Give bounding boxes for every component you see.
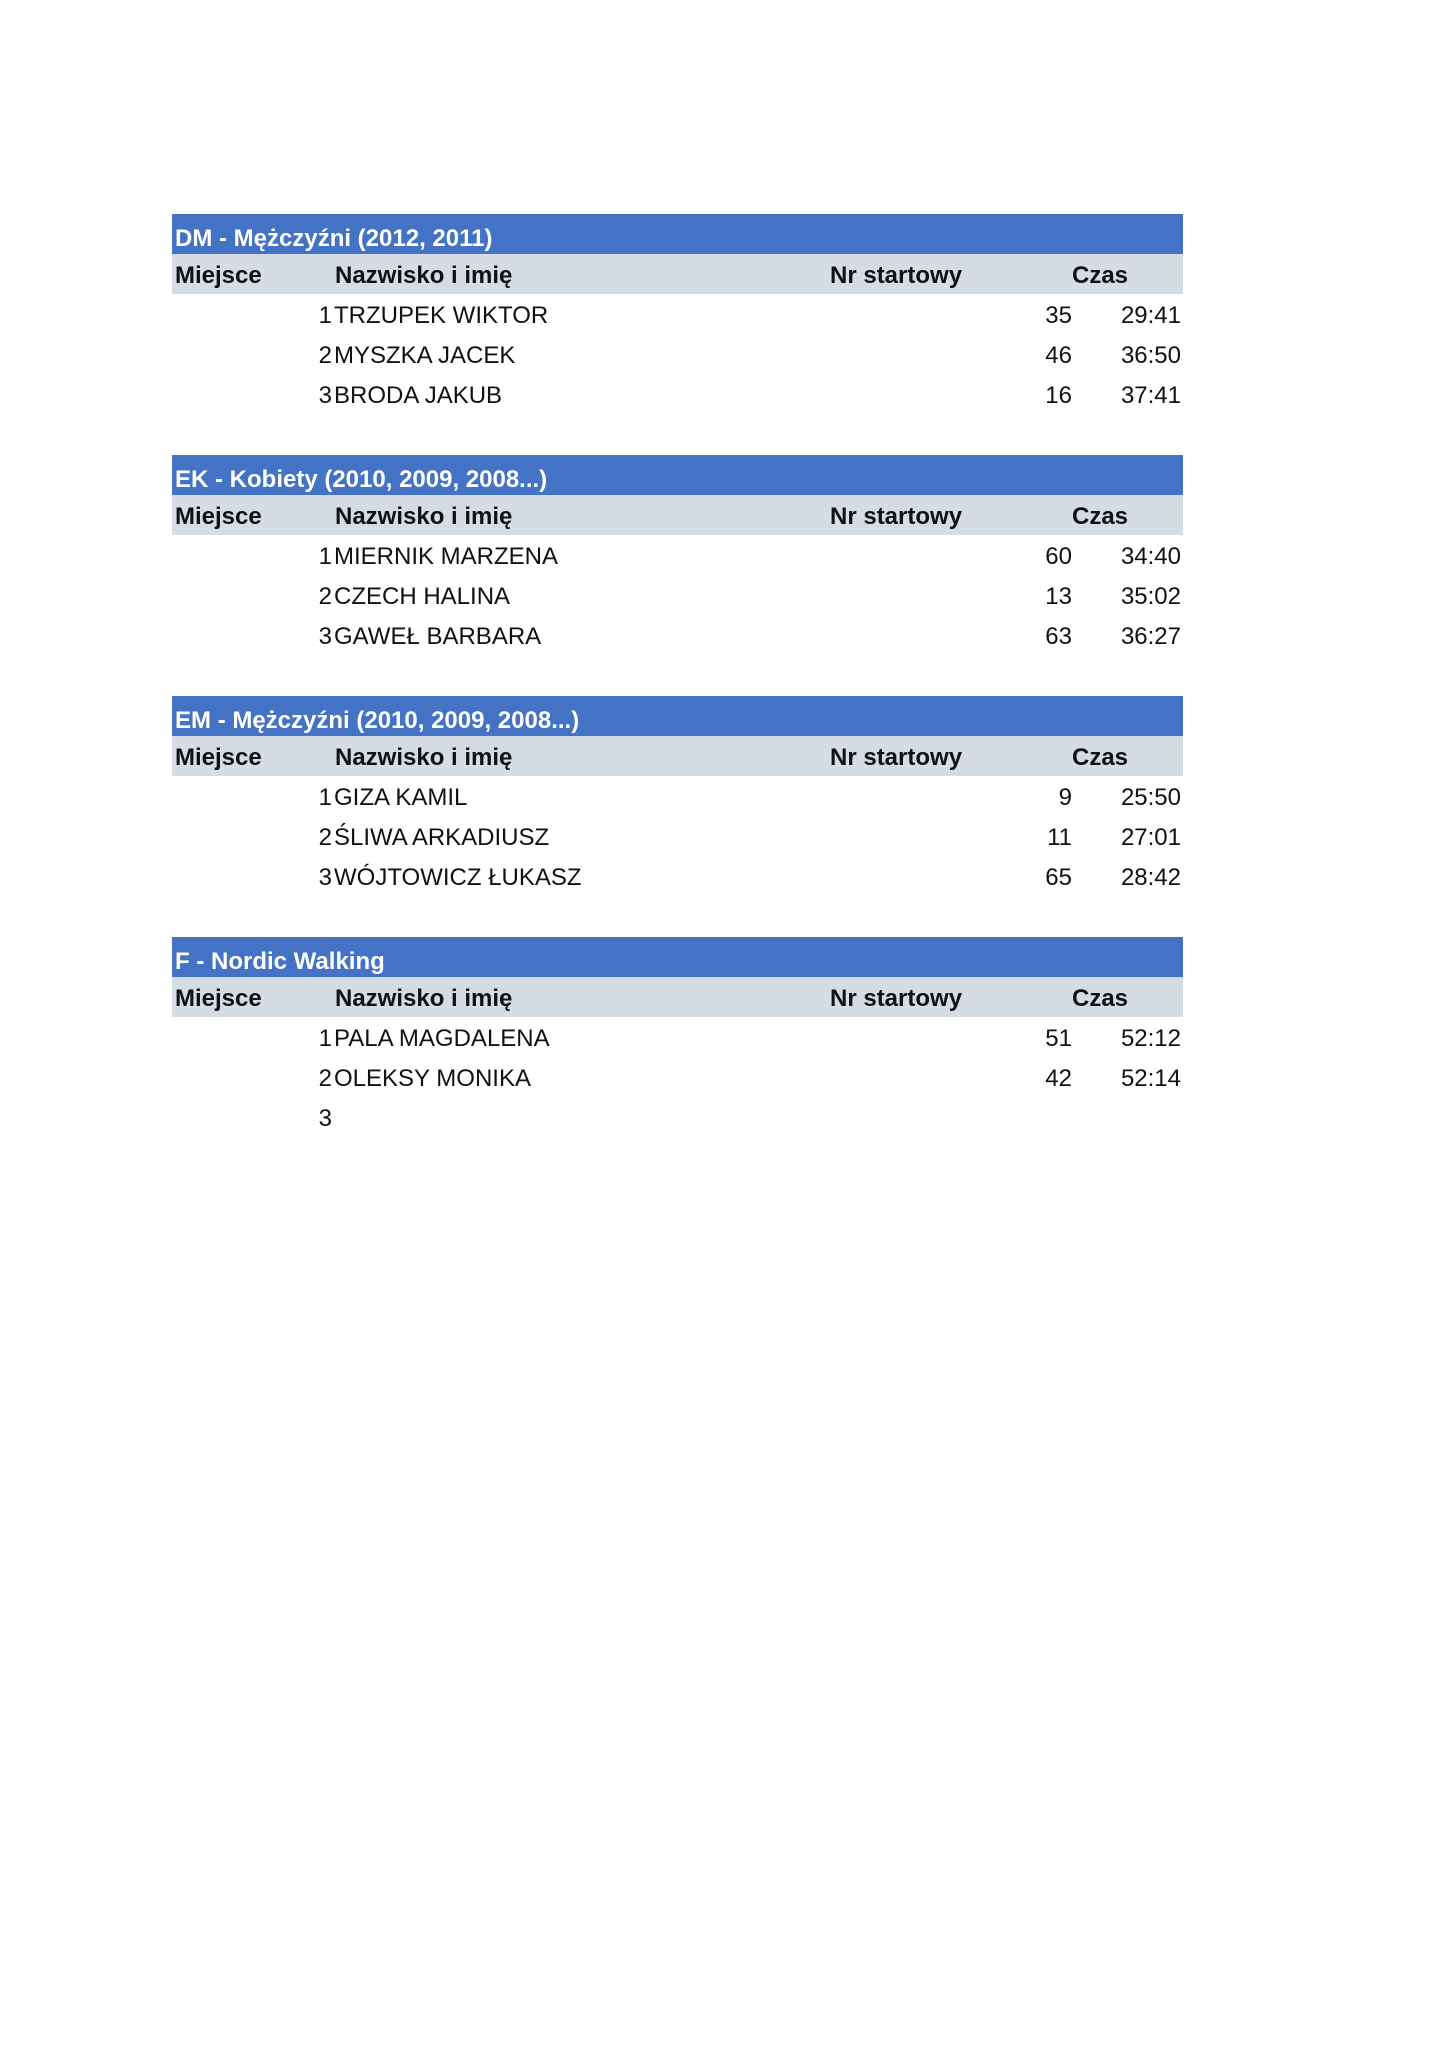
place-cell: 3	[318, 382, 332, 409]
result-row	[172, 816, 1183, 856]
bib-cell: 9	[1058, 784, 1072, 811]
column-header-bib: Nr startowy	[830, 503, 963, 530]
column-header-bib: Nr startowy	[830, 744, 963, 771]
category-title: EK - Kobiety (2010, 2009, 2008...)	[172, 455, 1183, 495]
bib-cell: 16	[1045, 382, 1072, 409]
time-cell: 52:12	[1120, 1025, 1181, 1052]
place-cell: 1	[318, 784, 332, 811]
time-cell: 36:27	[1120, 623, 1181, 650]
result-row	[172, 776, 1183, 816]
name-cell: GIZA KAMIL	[334, 784, 468, 811]
category-section-f	[172, 937, 1183, 1137]
time-cell: 52:14	[1120, 1065, 1181, 1092]
column-header-place: Miejsce	[175, 985, 262, 1012]
bib-cell: 13	[1045, 583, 1072, 610]
name-cell: TRZUPEK WIKTOR	[334, 302, 549, 329]
column-header-row	[172, 736, 1183, 776]
column-header-row	[172, 495, 1183, 535]
name-cell: OLEKSY MONIKA	[334, 1065, 531, 1092]
column-header-row	[172, 254, 1183, 294]
column-header-time: Czas	[1072, 503, 1129, 530]
name-cell: GAWEŁ BARBARA	[334, 623, 542, 650]
column-header-bib: Nr startowy	[830, 985, 963, 1012]
result-row	[172, 615, 1183, 655]
place-cell: 2	[318, 824, 332, 851]
bib-cell: 42	[1045, 1065, 1072, 1092]
place-cell: 2	[318, 583, 332, 610]
time-cell: 29:41	[1120, 302, 1181, 329]
column-header-row	[172, 977, 1183, 1017]
category-section-dm	[172, 214, 1183, 414]
column-header-name: Nazwisko i imię	[335, 503, 513, 530]
category-title: DM - Mężczyźni (2012, 2011)	[172, 214, 1183, 254]
place-cell: 3	[318, 1105, 332, 1132]
category-title: EM - Mężczyźni (2010, 2009, 2008...)	[172, 696, 1183, 736]
column-header-time: Czas	[1072, 744, 1129, 771]
place-cell: 1	[318, 302, 332, 329]
name-cell: MYSZKA JACEK	[334, 342, 516, 369]
category-section-ek	[172, 455, 1183, 655]
name-cell: CZECH HALINA	[334, 583, 511, 610]
place-cell: 1	[318, 1025, 332, 1052]
result-row	[172, 334, 1183, 374]
time-cell: 34:40	[1120, 543, 1181, 570]
column-header-bib: Nr startowy	[830, 262, 963, 289]
result-row	[172, 374, 1183, 414]
bib-cell: 46	[1045, 342, 1072, 369]
result-row	[172, 856, 1183, 896]
bib-cell: 60	[1045, 543, 1072, 570]
result-row	[172, 1097, 1183, 1137]
column-header-place: Miejsce	[175, 262, 262, 289]
time-cell: 27:01	[1120, 824, 1181, 851]
time-cell: 37:41	[1120, 382, 1181, 409]
column-header-time: Czas	[1072, 985, 1129, 1012]
place-cell: 3	[318, 864, 332, 891]
column-header-name: Nazwisko i imię	[335, 262, 513, 289]
bib-cell: 63	[1045, 623, 1072, 650]
column-header-name: Nazwisko i imię	[335, 985, 513, 1012]
time-cell: 28:42	[1120, 864, 1181, 891]
result-row	[172, 535, 1183, 575]
place-cell: 1	[318, 543, 332, 570]
place-cell: 3	[318, 623, 332, 650]
bib-cell: 11	[1047, 824, 1072, 851]
name-cell: WÓJTOWICZ ŁUKASZ	[334, 864, 582, 891]
category-section-em	[172, 696, 1183, 896]
name-cell: MIERNIK MARZENA	[334, 543, 559, 570]
bib-cell: 35	[1045, 302, 1072, 329]
name-cell: ŚLIWA ARKADIUSZ	[334, 824, 550, 851]
bib-cell: 51	[1045, 1025, 1072, 1052]
category-title: F - Nordic Walking	[172, 937, 1183, 977]
column-header-time: Czas	[1072, 262, 1129, 289]
column-header-place: Miejsce	[175, 503, 262, 530]
result-row	[172, 575, 1183, 615]
bib-cell: 65	[1045, 864, 1072, 891]
result-row	[172, 294, 1183, 334]
name-cell: BRODA JAKUB	[334, 382, 503, 409]
time-cell: 25:50	[1120, 784, 1181, 811]
name-cell: PALA MAGDALENA	[334, 1025, 550, 1052]
column-header-name: Nazwisko i imię	[335, 744, 513, 771]
time-cell: 35:02	[1120, 583, 1181, 610]
place-cell: 2	[318, 1065, 332, 1092]
result-row	[172, 1057, 1183, 1097]
time-cell: 36:50	[1120, 342, 1181, 369]
place-cell: 2	[318, 342, 332, 369]
result-row	[172, 1017, 1183, 1057]
column-header-place: Miejsce	[175, 744, 262, 771]
